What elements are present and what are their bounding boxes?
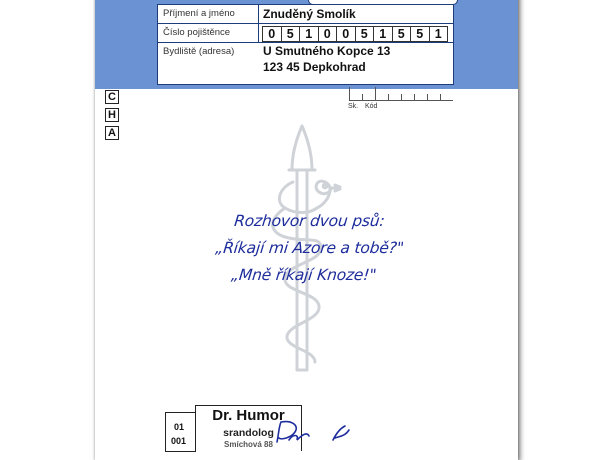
joke-line-1: Rozhovor dvou psů: (233, 212, 386, 230)
prescription-paper (95, 0, 518, 460)
patient-form (157, 4, 454, 85)
cha-letter: C (105, 90, 119, 104)
insurance-digit: 5 (393, 26, 412, 42)
joke-line-2: „Říkají mi Azore a tobě?" (214, 239, 405, 257)
insurance-digit: 5 (411, 26, 430, 42)
insurance-digit: 1 (374, 26, 393, 42)
doctor-name: Dr. Humor (212, 407, 285, 424)
name-row (158, 5, 453, 24)
doctor-address: Smíchová 88 (224, 440, 273, 449)
cha-column (105, 90, 119, 144)
doctor-stamp-area (165, 407, 445, 452)
stamp-code-column (165, 412, 196, 452)
kod-label: Kód (365, 103, 378, 110)
insurance-digit: 0 (319, 26, 338, 42)
address-label: Bydliště (adresa) (163, 46, 235, 57)
cha-letter: A (105, 126, 119, 140)
stamp-code-top: 01 (174, 422, 185, 432)
form-column-divider (258, 5, 259, 42)
name-label: Příjmení a jméno (163, 8, 235, 19)
sk-label: Sk. (348, 103, 359, 110)
stamp-code-bottom: 001 (171, 436, 187, 446)
cha-letter: H (105, 108, 119, 122)
insurance-digit: 5 (282, 26, 301, 42)
code-box (349, 87, 453, 101)
doctor-signature (273, 418, 363, 446)
insurance-number (262, 26, 448, 42)
insurance-digit: 1 (430, 26, 449, 42)
insurance-digit: 1 (300, 26, 319, 42)
insurance-digit: 0 (337, 26, 356, 42)
joke-text (91, 208, 523, 289)
doctor-specialty: srandolog (223, 427, 274, 439)
address-line-2: 123 45 Depkohrad (263, 60, 366, 74)
address-line-1: U Smutného Kopce 13 (263, 44, 391, 58)
insurance-label: Číslo pojištěnce (163, 27, 231, 38)
name-value: Znuděný Smolík (263, 7, 356, 21)
insurance-digit: 0 (262, 26, 282, 42)
joke-line-3: „Mně říkají Knoze!" (230, 266, 378, 284)
insurance-digit: 5 (356, 26, 375, 42)
